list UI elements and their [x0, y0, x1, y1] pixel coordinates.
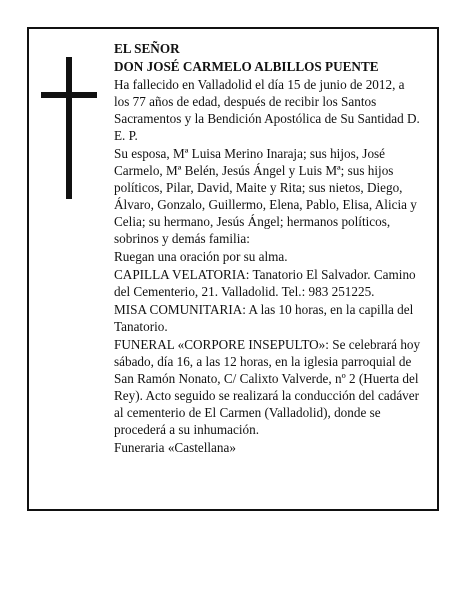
obituary-notice — [27, 27, 439, 511]
funeral-info: FUNERAL «CORPORE INSEPULTO»: Se celebrará hoy sábado, día 16, a las 12 horas, en la iglesia parroquial de San Ramón Nonato, C/ Calixto Valverde, nº 2 (Huerta del Rey). Acto seguido se realizará la conducción del cadáver al cementerio de El Carmen (Valladolid), donde se procederá a su inhumación. — [114, 337, 421, 437]
cross-vertical-bar — [66, 57, 72, 199]
chapel-info: CAPILLA VELATORIA: Tanatorio El Salvador. Camino del Cementerio, 21. Valladolid. Tel.: 983 251225. — [114, 267, 416, 299]
death-announcement: Ha fallecido en Valladolid el día 15 de junio de 2012, a los 77 años de edad, después de recibir los Santos Sacramentos y la Bendición Apostólica de Su Santidad D. E. P. — [114, 77, 420, 143]
prayer-request: Ruegan una oración por su alma. — [114, 249, 288, 264]
notice-title-line1: EL SEÑOR — [114, 41, 180, 56]
cross-horizontal-bar — [41, 92, 97, 98]
mass-info: MISA COMUNITARIA: A las 10 horas, en la capilla del Tanatorio. — [114, 302, 414, 334]
family-list: Su esposa, Mª Luisa Merino Inaraja; sus hijos, José Carmelo, Mª Belén, Jesús Ángel y Luis Mª; sus hijos políticos, Pilar, David, Maite y Rita; sus nietos, Diego, Álvaro, Gonzalo, Guillermo, Elena, Pablo, Elisa, Alicia y Celia; su hermano, Jesús Ángel; hermanos políticos, sobrinos y demás familia: — [114, 146, 417, 246]
notice-content — [114, 40, 422, 457]
cross-icon — [41, 57, 97, 199]
funeral-home: Funeraria «Castellana» — [114, 440, 236, 455]
notice-title-line2: DON JOSÉ CARMELO ALBILLOS PUENTE — [114, 59, 379, 74]
